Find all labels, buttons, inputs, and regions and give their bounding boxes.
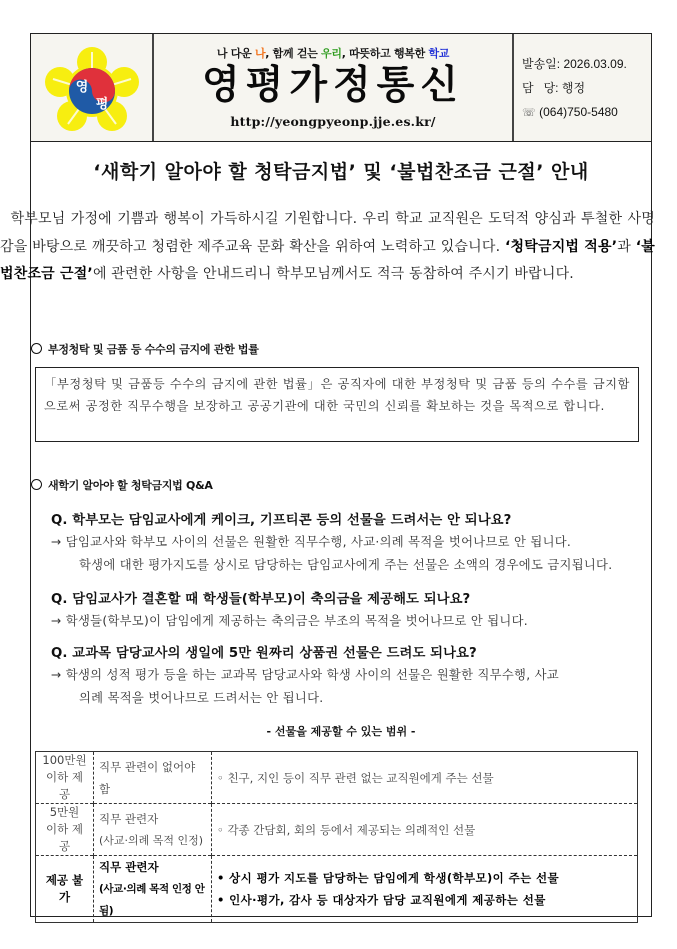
intro-paragraph: 학부모님 가정에 기쁨과 행복이 가득하시길 기원합니다. 우리 학교 교직원은 도덕적 양심과 투철한 사명감을 바탕으로 깨끗하고 청렴한 제주교육 문화 확산을 위하여 노력하고 있습니다. ‘청탁금지법 적용’과 ‘불법찬조금 근절’에 관련한 사항을 안내드리니 학부모님께서도 적극 동참하여 주시기 바랍니다. (0, 211, 656, 282)
table-row (36, 804, 638, 856)
answer: → 학생들(학부모)이 담임에게 제공하는 축의금은 부조의 목적을 벗어나므로 안 됩니다. (51, 614, 528, 628)
law-definition-box: 「부정청탁 및 금품등 수수의 금지에 관한 법률」은 공직자에 대한 부정청탁 및 금품 등의 수수를 금지함으로써 공정한 직무수행을 보장하고 공공기관에 대한 국민의 신뢰를 확보하는 것을 목적으로 합니다. (35, 367, 639, 442)
contact-department: 담 당: 행정 (522, 81, 586, 95)
example-cell: • 상시 평가 지도를 담당하는 담임에게 학생(학부모)이 주는 선물 • 인사·평가, 감사 등 대상자가 담당 교직원에게 제공하는 선물 (212, 856, 638, 923)
example-cell: ◦ 각종 간담회, 회의 등에서 제공되는 의례적인 선물 (212, 804, 638, 856)
limit-cell: 100만원 이하 제공 (42, 753, 87, 801)
logo-cell (31, 34, 154, 141)
qa-item (51, 590, 651, 633)
send-date: 발송일: 2026.03.09. (522, 57, 627, 71)
page-title: ‘새학기 알아야 할 청탁금지법’ 및 ‘불법찬조금 근절’ 안내 (93, 161, 589, 183)
issue-info (514, 34, 651, 141)
condition-cell: 직무 관련자 (사교·의례 목적 인정 안 됨) (94, 856, 212, 923)
circle-bullet-icon (31, 479, 42, 490)
question: Q. 교과목 담당교사의 생일에 5만 원짜리 상품권 선물은 드려도 되나요? (51, 646, 477, 661)
newsletter-name: 영평가정통신 (201, 63, 465, 108)
answer: → 담임교사와 학부모 사이의 선물은 원활한 직무수행, 사교·의례 목적을 벗어나므로 안 됩니다. 학생에 대한 평가지도를 상시로 담당하는 담임교사에게 주는 선물은 소액의 경우에도 금지됩니다. (51, 535, 613, 572)
limit-cell: 5만원 이하 제공 (36, 804, 94, 856)
circle-bullet-icon (31, 343, 42, 354)
gift-range-table (35, 751, 638, 923)
example-cell: ◦ 친구, 지인 등이 직무 관련 없는 교직원에게 주는 선물 (212, 752, 638, 804)
phone-icon: ☏ (522, 107, 536, 119)
school-emblem-icon (44, 46, 140, 132)
newsletter-header (31, 34, 651, 142)
table-row (36, 856, 638, 923)
answer: → 학생의 성적 평가 등을 하는 교과목 담당교사와 학생 사이의 선물은 원활한 직무수행, 사교 의례 목적을 벗어나므로 드려서는 안 됩니다. (51, 668, 559, 705)
school-url-link[interactable]: http://yeongpyeonp.jje.es.kr/ (230, 114, 436, 129)
gift-range-title: - 선물을 제공할 수 있는 범위 - (266, 725, 416, 738)
qa-item (51, 511, 651, 577)
masthead (154, 34, 514, 141)
question: Q. 학부모는 담임교사에게 케이크, 기프티콘 등의 선물을 드려서는 안 되나요? (51, 513, 512, 528)
condition-cell: 직무 관련이 없어야 함 (94, 752, 212, 804)
section-heading-law: 부정청탁 및 금품 등 수수의 금지에 관한 법률 (31, 341, 259, 357)
phone-number: (064)750-5480 (539, 105, 618, 119)
question: Q. 담임교사가 결혼할 때 학생들(학부모)이 축의금을 제공해도 되나요? (51, 592, 471, 607)
condition-cell: 직무 관련자 (사교·의례 목적 인정) (94, 804, 212, 856)
svg-text:영: 영 (75, 80, 89, 95)
svg-text:평: 평 (95, 97, 109, 112)
limit-cell: 제공 불가 (36, 856, 94, 923)
table-row (36, 752, 638, 804)
phone-line (522, 100, 651, 124)
qa-item (51, 644, 651, 710)
section-heading-qa: 새학기 알아야 할 청탁금지법 Q&A (31, 477, 213, 493)
newsletter-frame (0, 33, 656, 917)
school-slogan: 나 다운 나, 함께 걷는 우리, 따뜻하고 행복한 학교 (216, 47, 450, 60)
